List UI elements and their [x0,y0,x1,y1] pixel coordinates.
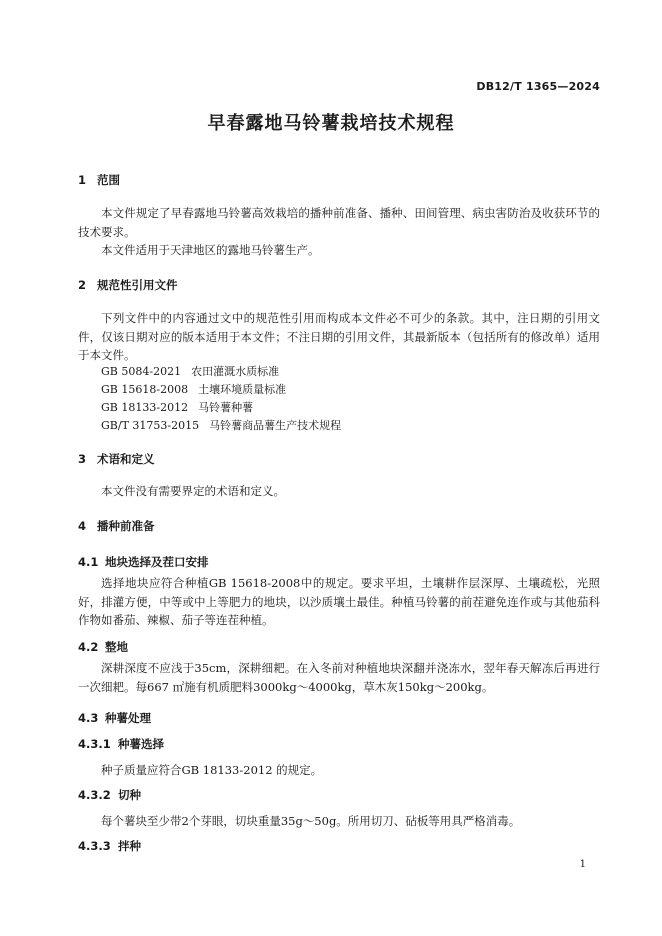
reference-item [101,399,253,415]
reference-name: 马铃薯种薯 [198,401,254,414]
section-4-3-heading [78,710,151,726]
reference-name: 土壤环境质量标准 [198,383,287,396]
section-title: 规范性引用文件 [97,278,178,292]
section-4-1-paragraph-1: 选择地块应符合种植GB 15618-2008中的规定。要求平坦，土壤耕作层深厚、土壤疏松，光照好，排灌方便，中等或中上等肥力的地块，以沙质壤土最佳。种植马铃薯的前茬避免连作或与其他茄科作物如番茄、辣椒、茄子等连茬种植。 [78,576,600,627]
document-title: 早春露地马铃薯栽培技术规程 [207,113,455,134]
section-1-heading [78,172,120,188]
section-4-3-1-heading [78,736,164,752]
reference-name: 马铃薯商品薯生产技术规程 [209,419,342,432]
reference-code: GB/T 31753-2015 [101,419,200,432]
section-number: 4.3.3 [78,839,111,853]
section-number: 4.2 [78,640,99,654]
section-3-paragraph-1: 本文件没有需要界定的术语和定义。 [101,484,285,498]
reference-name: 农田灌溉水质标准 [191,365,280,378]
reference-item [101,363,279,379]
section-2-paragraph-1: 下列文件中的内容通过文中的规范性引用而构成本文件必不可少的条款。其中，注日期的引用文件，仅该日期对应的版本适用于本文件；不注日期的引用文件，其最新版本（包括所有的修改单）适用于本文件。 [78,311,600,362]
section-number: 4.1 [78,555,99,569]
section-title: 整地 [105,640,128,654]
section-4-3-1-paragraph-1: 种子质量应符合GB 18133-2012 的规定。 [101,763,323,777]
reference-code: GB 18133-2012 [101,401,189,414]
section-4-2-heading [78,639,128,655]
section-title: 种薯处理 [105,711,151,725]
section-1-paragraph-2: 本文件适用于天津地区的露地马铃薯生产。 [101,243,320,257]
section-title: 范围 [97,173,120,187]
section-number: 1 [78,173,87,187]
section-3-heading [78,451,155,467]
section-4-3-2-heading [78,787,141,803]
section-number: 4.3 [78,711,99,725]
section-4-3-2-paragraph-1: 每个薯块至少带2个芽眼，切块重量35g～50g。所用切刀、砧板等用具严格消毒。 [101,814,521,828]
reference-item [101,381,286,397]
reference-item [101,417,341,433]
section-4-heading [78,518,155,534]
reference-code: GB 5084-2021 [101,365,182,378]
section-number: 2 [78,278,87,292]
section-4-3-3-heading [78,838,141,854]
section-title: 播种前准备 [97,519,155,533]
section-title: 术语和定义 [97,452,155,466]
section-4-1-heading [78,554,209,570]
section-4-2-paragraph-1: 深耕深度不应浅于35cm，深耕细耙。在入冬前对种植地块深翻并浇冻水，翌年春天解冻后再进行一次细耙。每667 ㎡施有机质肥料3000kg～4000kg，草木灰150kg～200kg。 [78,661,600,694]
page-number: 1 [579,859,586,870]
section-title: 种薯选择 [118,737,164,751]
reference-code: GB 15618-2008 [101,383,189,396]
section-number: 4.3.2 [78,788,111,802]
section-title: 地块选择及茬口安排 [105,555,209,569]
section-number: 4 [78,519,87,533]
section-1-paragraph-1: 本文件规定了早春露地马铃薯高效栽培的播种前准备、播种、田间管理、病虫害防治及收获环节的技术要求。 [78,206,600,239]
standard-code: DB12/T 1365—2024 [476,80,600,93]
section-2-heading [78,277,178,293]
section-number: 4.3.1 [78,737,111,751]
section-number: 3 [78,452,87,466]
section-title: 切种 [118,788,141,802]
section-title: 拌种 [118,839,141,853]
